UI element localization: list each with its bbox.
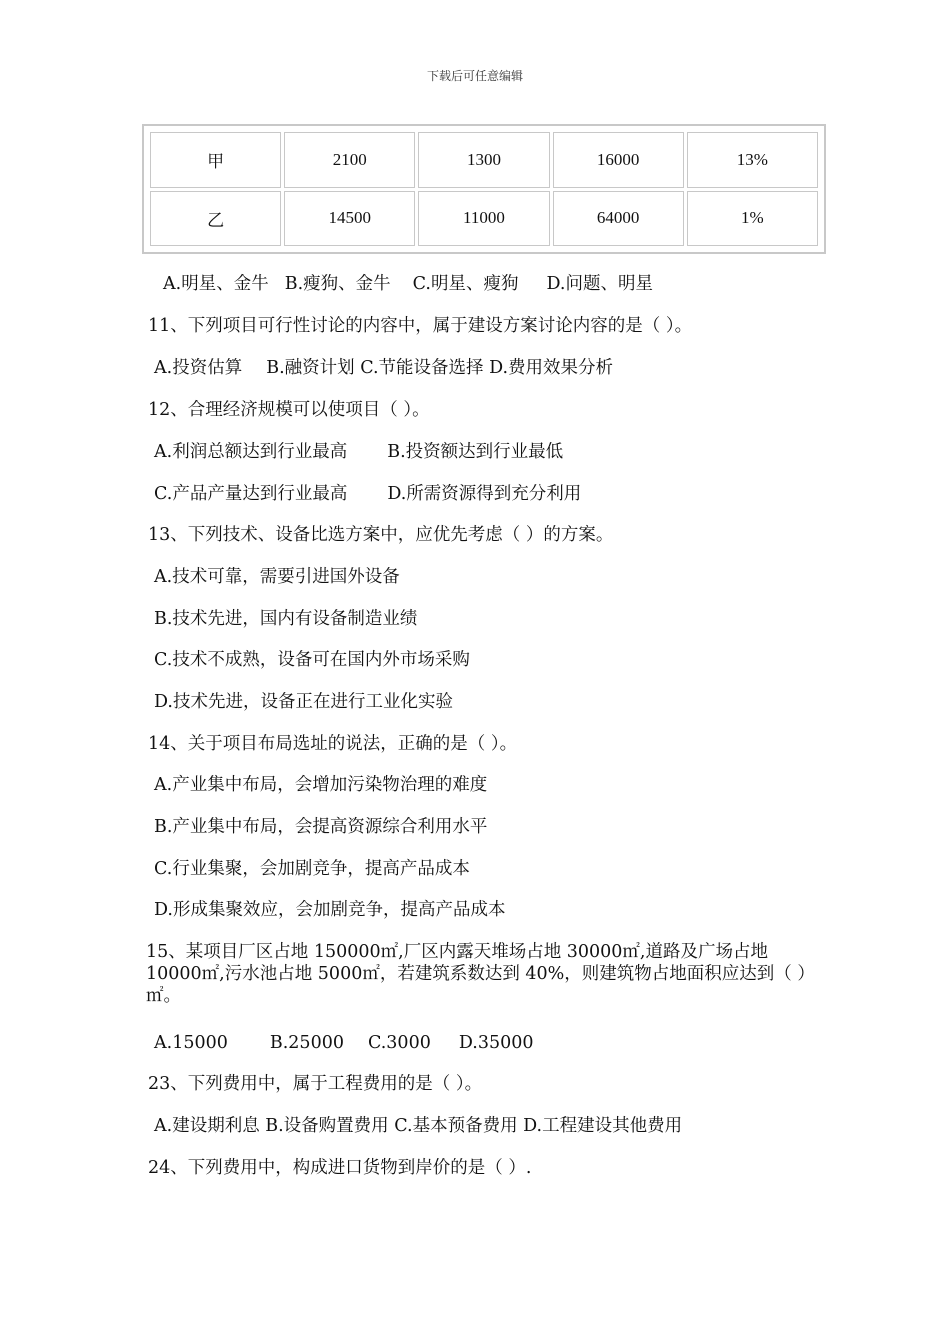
q15-option-a: A.15000	[154, 1033, 228, 1053]
table-row	[150, 191, 818, 247]
q13-option-b: B.技术先进，国内有设备制造业绩	[154, 609, 418, 629]
q14-option-c: C.行业集聚，会加剧竞争，提高产品成本	[154, 859, 470, 879]
q14-stem: 14、关于项目布局选址的说法，正确的是（ ）。	[148, 734, 518, 754]
q12-option-a: A.利润总额达到行业最高	[154, 442, 348, 462]
q10-option-b: B.瘦狗、金牛	[284, 274, 391, 294]
q15-option-d: D.35000	[458, 1033, 534, 1053]
table-cell: 2100	[284, 132, 415, 188]
q10-option-d: D.问题、明星	[546, 274, 653, 294]
q11-option-a: A.投资估算	[154, 358, 243, 378]
q10-options	[163, 273, 653, 295]
q10-option-c: C.明星、瘦狗	[412, 274, 519, 294]
q11-option-rest: B.融资计划 C.节能设备选择 D.费用效果分析	[266, 358, 614, 378]
q15-options	[154, 1032, 533, 1054]
table-cell: 甲	[150, 132, 281, 188]
q14-option-a: A.产业集中布局，会增加污染物治理的难度	[154, 775, 488, 795]
q12-option-b: B.投资额达到行业最低	[387, 442, 564, 462]
q12-options-row2	[154, 483, 581, 505]
q12-stem: 12、合理经济规模可以使项目（ ）。	[148, 400, 430, 420]
table-cell: 11000	[418, 191, 549, 247]
table-cell: 1%	[687, 191, 818, 247]
table-cell: 16000	[553, 132, 684, 188]
q13-stem: 13、下列技术、设备比选方案中，应优先考虑（ ）的方案。	[148, 525, 614, 545]
q14-option-b: B.产业集中布局，会提高资源综合利用水平	[154, 817, 488, 837]
table-cell: 1300	[418, 132, 549, 188]
q13-option-a: A.技术可靠，需要引进国外设备	[154, 567, 400, 587]
table-row	[150, 132, 818, 188]
data-table	[147, 129, 821, 249]
page-header-note: 下载后可任意编辑	[426, 69, 523, 83]
q23-stem: 23、下列费用中，属于工程费用的是（ ）。	[148, 1074, 483, 1094]
q10-option-a: A.明星、金牛	[163, 274, 269, 294]
q15-stem: 15、某项目厂区占地 150000㎡,厂区内露天堆场占地 30000㎡,道路及广场占地 10000㎡,污水池占地 5000㎡，若建筑系数达到 40%，则建筑物占地面积应达到（ ）㎡。	[146, 942, 815, 1006]
q13-option-c: C.技术不成熟，设备可在国内外市场采购	[154, 650, 470, 670]
q13-option-d: D.技术先进，设备正在进行工业化实验	[154, 692, 453, 712]
data-table-frame	[142, 124, 826, 254]
q24-stem: 24、下列费用中，构成进口货物到岸价的是（ ）.	[148, 1158, 532, 1178]
q11-options	[154, 357, 613, 379]
table-cell: 乙	[150, 191, 281, 247]
table-cell: 13%	[687, 132, 818, 188]
q15-option-b: B.25000	[269, 1033, 344, 1053]
q14-option-d: D.形成集聚效应，会加剧竞争，提高产品成本	[154, 900, 506, 920]
q12-options-row1	[154, 441, 563, 463]
q15-option-c: C.3000	[367, 1033, 431, 1053]
q11-stem: 11、下列项目可行性讨论的内容中，属于建设方案讨论内容的是（ ）。	[148, 316, 693, 336]
q23-options: A.建设期利息 B.设备购置费用 C.基本预备费用 D.工程建设其他费用	[154, 1116, 683, 1136]
table-cell: 64000	[553, 191, 684, 247]
q12-option-c: C.产品产量达到行业最高	[154, 484, 348, 504]
table-cell: 14500	[284, 191, 415, 247]
q12-option-d: D.所需资源得到充分利用	[387, 484, 582, 504]
